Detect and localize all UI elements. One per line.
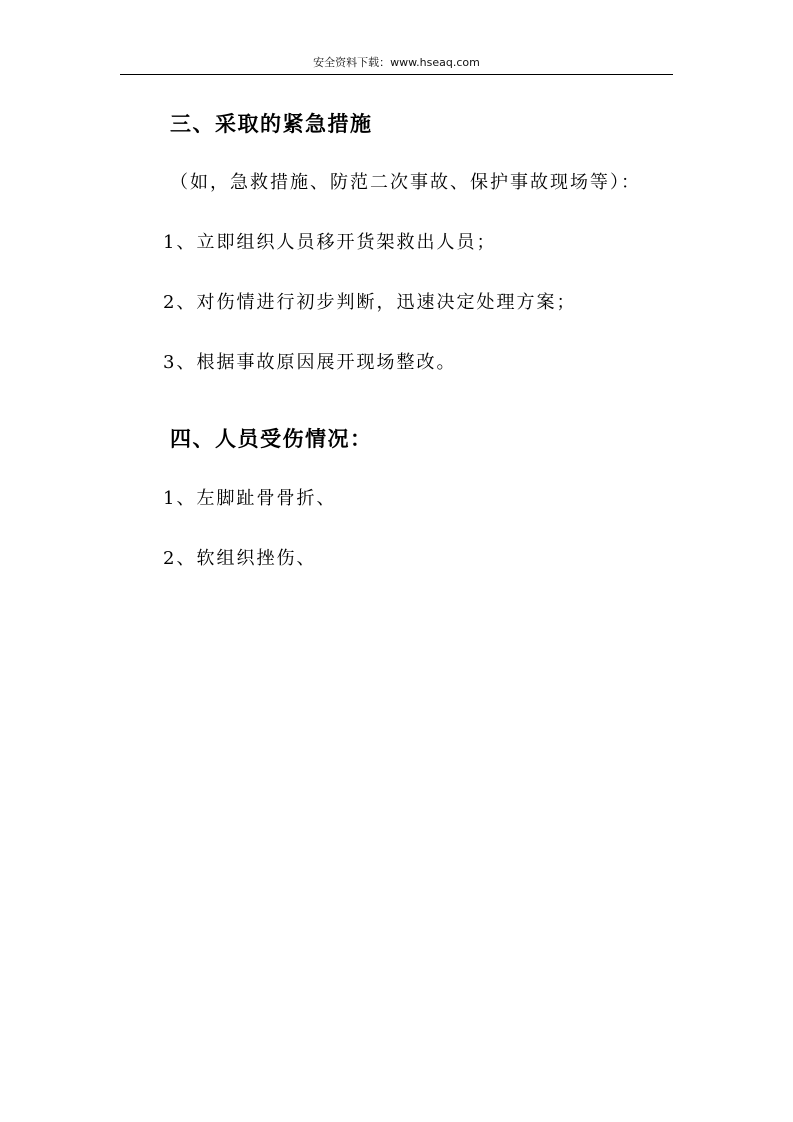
- list-item: 1、立即组织人员移开货架救出人员；: [163, 232, 497, 253]
- list-item: 3、根据事故原因展开现场整改。: [163, 352, 457, 373]
- section-heading-emergency-measures: 三、采取的紧急措施: [170, 111, 373, 136]
- header-divider: [120, 74, 673, 75]
- list-item: 2、对伤情进行初步判断，迅速决定处理方案；: [163, 292, 577, 313]
- header-text: 安全资料下载：www.hseaq.com: [313, 56, 480, 69]
- section-note: （如，急救措施、防范二次事故、保护事故现场等）：: [170, 172, 641, 193]
- list-item: 2、软组织挫伤、: [163, 548, 317, 569]
- list-item: 1、左脚趾骨骨折、: [163, 488, 337, 509]
- section-heading-injury-status: 四、人员受伤情况：: [170, 426, 373, 451]
